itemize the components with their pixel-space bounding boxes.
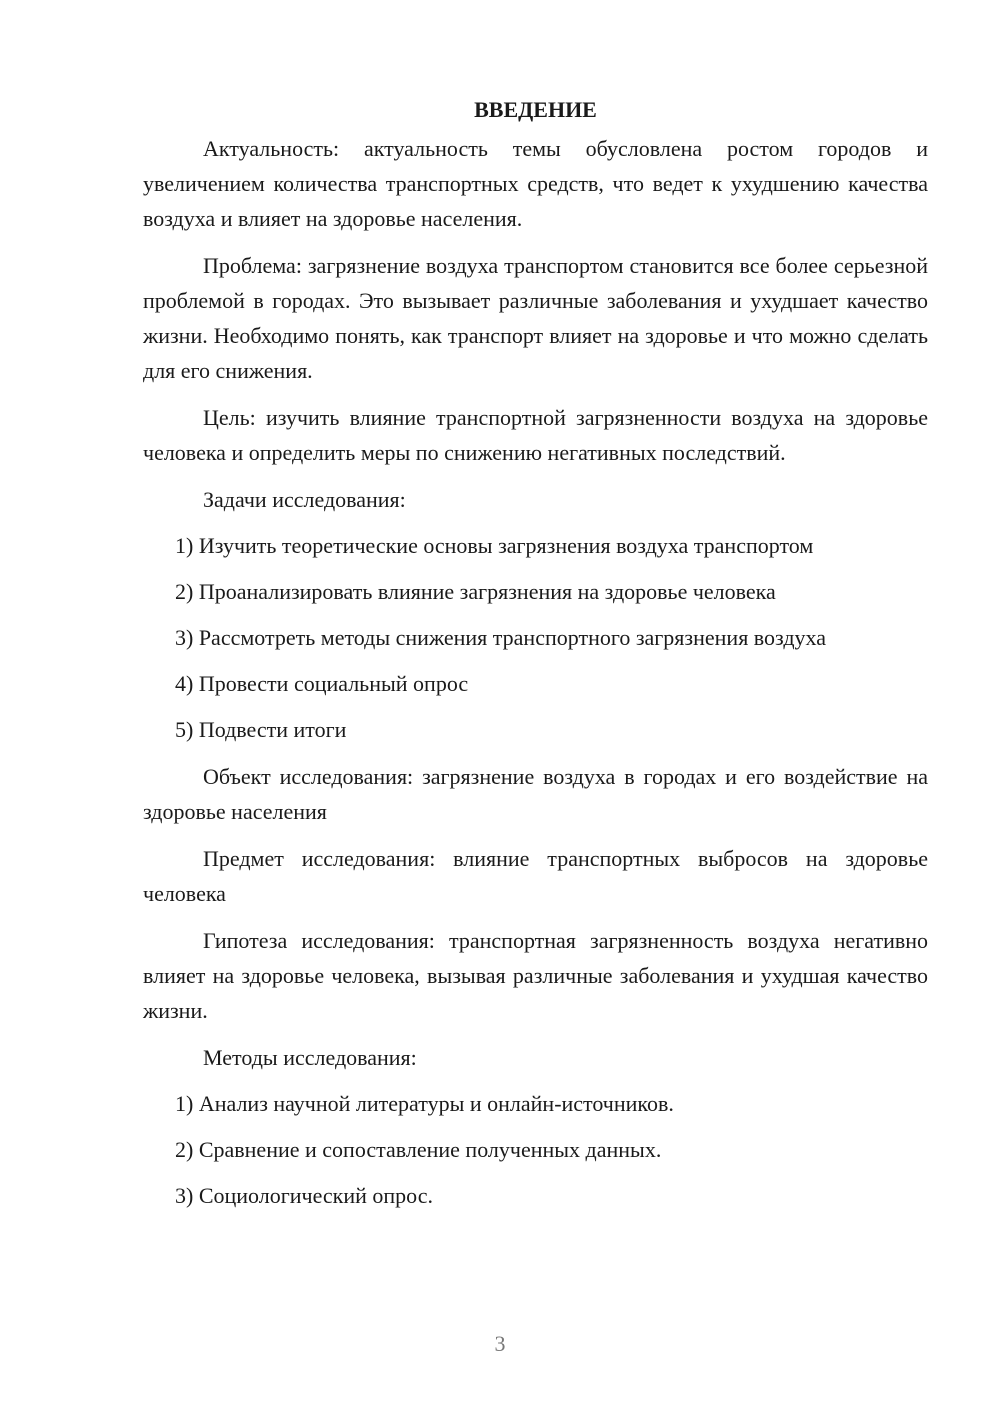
subject-paragraph: Предмет исследования: влияние транспортных выбросов на здоровье человека bbox=[143, 846, 928, 906]
method-item: 3) Социологический опрос. bbox=[175, 1183, 433, 1208]
method-item: 1) Анализ научной литературы и онлайн-источников. bbox=[175, 1091, 674, 1116]
object-paragraph: Объект исследования: загрязнение воздуха в городах и его воздействие на здоровье населения bbox=[143, 764, 928, 824]
page-number: 3 bbox=[494, 1331, 506, 1356]
tasks-list bbox=[143, 528, 928, 747]
methods-heading: Методы исследования: bbox=[203, 1045, 417, 1070]
task-item: 3) Рассмотреть методы снижения транспортного загрязнения воздуха bbox=[175, 625, 827, 650]
goal-paragraph: Цель: изучить влияние транспортной загрязненности воздуха на здоровье человека и определить меры по снижению негативных последствий. bbox=[143, 405, 928, 465]
relevance-paragraph: Актуальность: актуальность темы обусловлена ростом городов и увеличением количества транспортных средств, что ведет к ухудшению качества воздуха и влияет на здоровье населения. bbox=[143, 136, 928, 231]
method-item: 2) Сравнение и сопоставление полученных данных. bbox=[175, 1137, 662, 1162]
hypothesis-paragraph: Гипотеза исследования: транспортная загрязненность воздуха негативно влияет на здоровье человека, вызывая различные заболевания и ухудшая качество жизни. bbox=[143, 928, 928, 1023]
problem-paragraph: Проблема: загрязнение воздуха транспортом становится все более серьезной проблемой в городах. Это вызывает различные заболевания и ухудшает качество жизни. Необходимо понять, как транспорт влияет на здоровье и что можно сделать для его снижения. bbox=[143, 253, 928, 383]
page-title: ВВЕДЕНИЕ bbox=[474, 97, 597, 122]
task-item: 4) Провести социальный опрос bbox=[175, 671, 469, 696]
tasks-heading: Задачи исследования: bbox=[203, 487, 406, 512]
document-page bbox=[143, 92, 928, 1225]
task-item: 2) Проанализировать влияние загрязнения на здоровье человека bbox=[175, 579, 776, 604]
task-item: 1) Изучить теоретические основы загрязнения воздуха транспортом bbox=[175, 533, 814, 558]
methods-list bbox=[143, 1086, 928, 1213]
task-item: 5) Подвести итоги bbox=[175, 717, 347, 742]
